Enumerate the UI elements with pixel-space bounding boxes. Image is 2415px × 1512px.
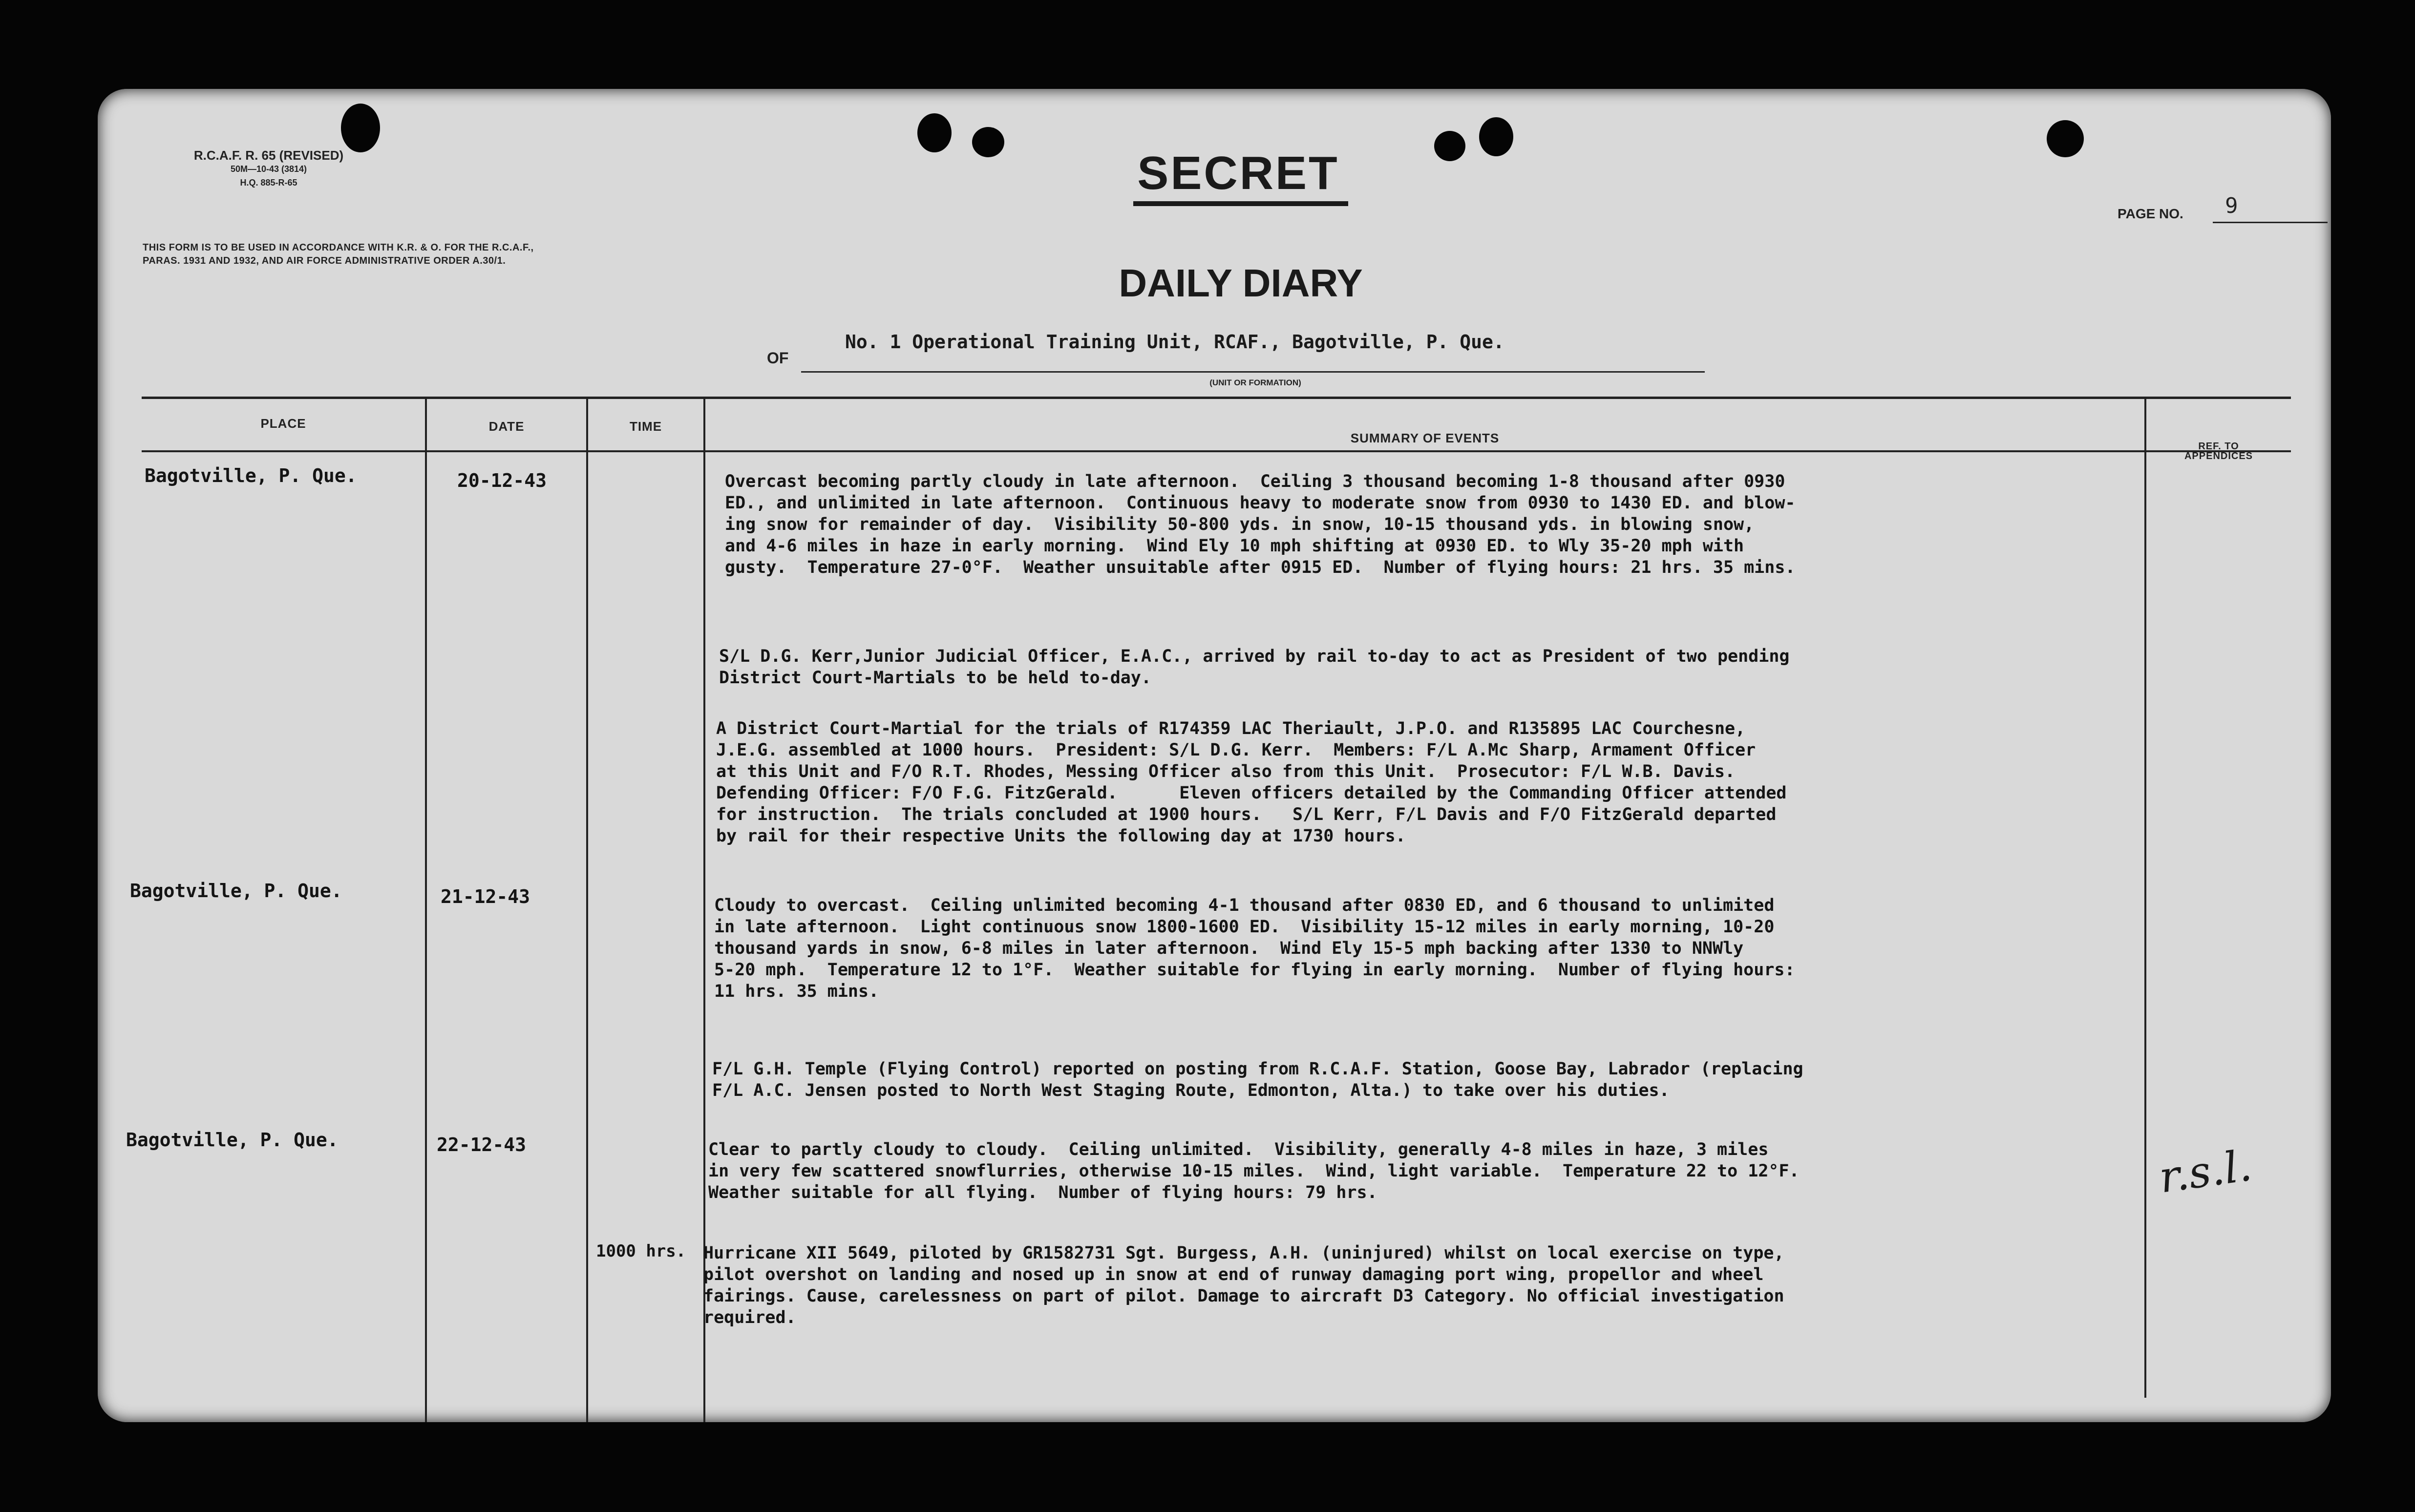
entry-summary-paragraph: A District Court-Martial for the trials of R174359 LAC Theriault, J.P.O. and R135895 LAC Courchesne, J.E.G. assembled at 1000 hours. President: S/L D.G. Kerr. Members: F/L A.Mc Sharp, Armament Officer at this Unit and F/O R.T. Rhodes, Messing Officer also from this Unit. Prosecutor: F/L W.B. Davis. Defending Officer: F/O F.G. FitzGerald. Eleven officers detailed by the Commanding Officer attended for instruction. The trials concluded at 1900 hours. S/L Kerr, F/L Davis and F/O FitzGerald departed by rail for their respective Units the following day at 1730 hours. bbox=[716, 719, 1787, 846]
entry-date: 20-12-43 bbox=[457, 470, 547, 491]
punch-hole bbox=[341, 104, 380, 152]
punch-hole bbox=[1434, 131, 1465, 161]
entry-time: 1000 hrs. bbox=[596, 1241, 686, 1261]
table-top-rule bbox=[142, 397, 2291, 399]
classification-stamp: SECRET bbox=[1137, 147, 1339, 199]
entry-date: 22-12-43 bbox=[437, 1134, 527, 1155]
form-identifier bbox=[151, 148, 386, 189]
form-id-line: H.Q. 885-R-65 bbox=[240, 178, 297, 188]
entry-date: 21-12-43 bbox=[441, 886, 530, 907]
column-header-appendices-line: APPENDICES bbox=[2184, 451, 2253, 462]
punch-hole bbox=[972, 127, 1004, 157]
entry-summary-paragraph: Cloudy to overcast. Ceiling unlimited becoming 4-1 thousand after 0830 ED, and 6 thousand to unlimited in late afternoon. Light continuous snow 1800-1600 ED. Visibility 15-12 miles in early morning, 10-20 thousand yards in snow, 6-8 miles in later afternoon. Wind Ely 15-5 mph backing after 1330 to NNWly 5-20 mph. Temperature 12 to 1°F. Weather suitable for flying in early morning. Number of flying hours: 11 hrs. 35 mins. bbox=[714, 896, 1795, 1001]
column-divider bbox=[425, 397, 427, 1422]
punch-hole bbox=[1479, 117, 1513, 156]
page-title: DAILY DIARY bbox=[1119, 261, 1363, 305]
classification-underline bbox=[1133, 201, 1348, 206]
punch-hole bbox=[917, 113, 952, 152]
form-instructions: THIS FORM IS TO BE USED IN ACCORDANCE WITH K.R. & O. FOR THE R.C.A.F., PARAS. 1931 AND 1932, AND AIR FORCE ADMINISTRATIVE ORDER A.30/1. bbox=[143, 242, 534, 266]
unit-caption: (UNIT OR FORMATION) bbox=[1209, 378, 1301, 387]
unit-underline bbox=[801, 371, 1705, 373]
page-number-label: PAGE NO. bbox=[2118, 206, 2183, 221]
of-label: OF bbox=[767, 349, 789, 367]
column-header-place: PLACE bbox=[260, 416, 306, 431]
column-divider bbox=[2144, 397, 2146, 1398]
column-header-time: TIME bbox=[629, 419, 662, 434]
unit-name: No. 1 Operational Training Unit, RCAF., Bagotville, P. Que. bbox=[845, 331, 1504, 353]
form-id-line: 50M—10-43 (3814) bbox=[230, 164, 307, 174]
page-number: 9 bbox=[2225, 193, 2238, 218]
column-divider bbox=[586, 397, 588, 1422]
entry-summary-paragraph: F/L G.H. Temple (Flying Control) reported on posting from R.C.A.F. Station, Goose Bay, Labrador (replacing F/L A.C. Jensen posted to North West Staging Route, Edmonton, Alta.) to take over his duties. bbox=[712, 1059, 1803, 1100]
column-header-summary: SUMMARY OF EVENTS bbox=[1350, 431, 1500, 445]
column-header-date: DATE bbox=[488, 419, 525, 434]
entry-summary-paragraph: S/L D.G. Kerr,Junior Judicial Officer, E.A.C., arrived by rail to-day to act as President of two pending District Court-Martials to be held to-day. bbox=[719, 647, 1790, 688]
handwritten-initials: r.s.l. bbox=[2156, 1140, 2255, 1203]
entry-place: Bagotville, P. Que. bbox=[126, 1129, 339, 1151]
header-bottom-rule bbox=[142, 450, 2291, 452]
entry-summary-paragraph: Clear to partly cloudy to cloudy. Ceiling unlimited. Visibility, generally 4-8 miles in haze, 3 miles in very few scattered snowflurries, otherwise 10-15 miles. Wind, light variable. Temperature 22 to 12°F. Weather suitable for all flying. Number of flying hours: 79 hrs. bbox=[708, 1140, 1800, 1202]
page-number-underline bbox=[2213, 222, 2328, 223]
entry-place: Bagotville, P. Que. bbox=[145, 465, 357, 486]
entry-place: Bagotville, P. Que. bbox=[130, 880, 342, 902]
entry-summary-paragraph: Hurricane XII 5649, piloted by GR1582731 Sgt. Burgess, A.H. (uninjured) whilst on local exercise on type, pilot overshot on landing and nosed up in snow at end of runway damaging port wing, propellor and wheel fairings. Cause, carelessness on part of pilot. Damage to aircraft D3 Category. No official investigation required. bbox=[703, 1243, 1784, 1327]
column-header-appendices-line: REF. TO bbox=[2198, 441, 2239, 452]
column-header-appendices bbox=[2146, 441, 2291, 461]
entry-summary-paragraph: Overcast becoming partly cloudy in late afternoon. Ceiling 3 thousand becoming 1-8 thousand after 0930 ED., and unlimited in late afternoon. Continuous heavy to moderate snow from 0930 to 1430 ED. and blow- ing snow for remainder of day. Visibility 50-800 yds. in snow, 10-15 thousand yds. in blowing snow, and 4-6 miles in haze in early morning. Wind Ely 10 mph shifting at 0930 ED. to Wly 35-20 mph with gusty. Temperature 27-0°F. Weather unsuitable after 0915 ED. Number of flying hours: 21 hrs. 35 mins. bbox=[725, 472, 1796, 577]
punch-hole bbox=[2047, 120, 2084, 157]
diary-form-card bbox=[98, 89, 2331, 1422]
form-id-line: R.C.A.F. R. 65 (REVISED) bbox=[193, 148, 344, 163]
